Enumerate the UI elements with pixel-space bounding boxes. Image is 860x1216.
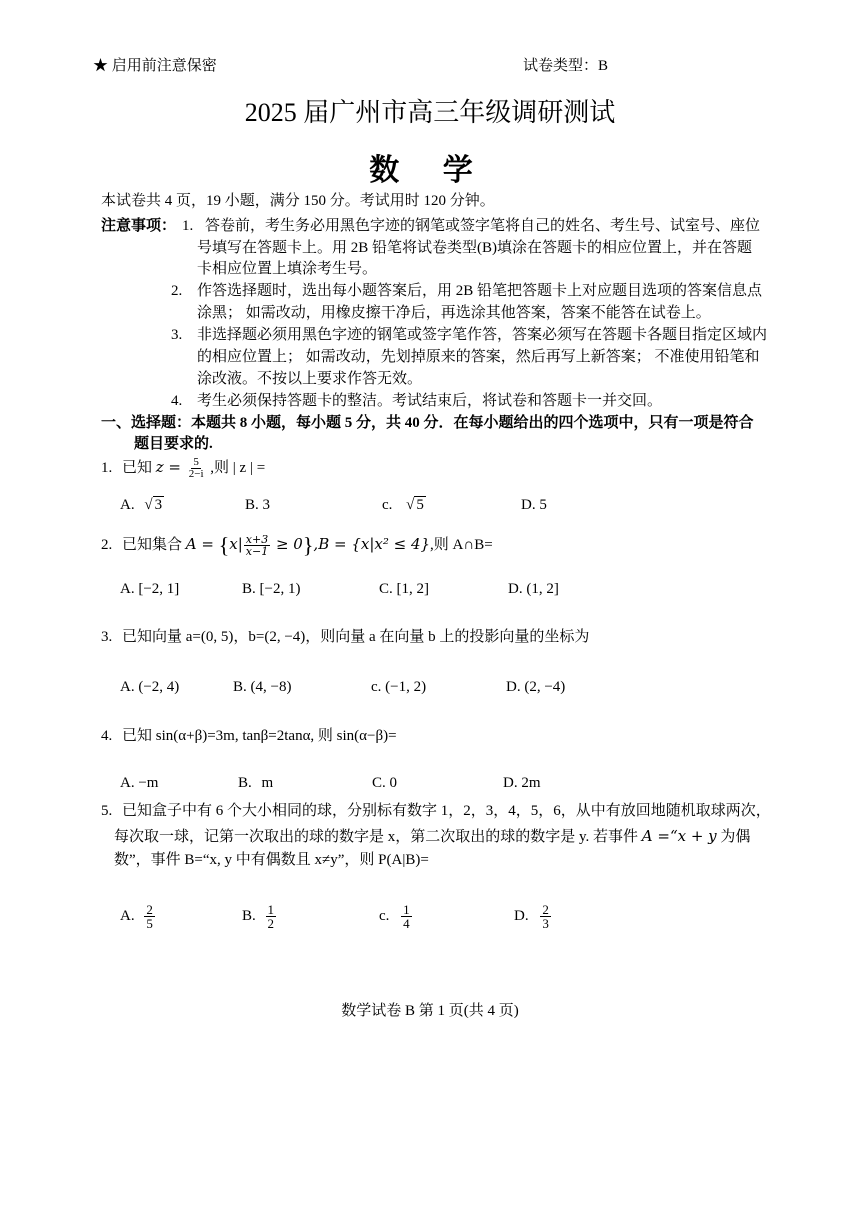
q4-option-b-letter: B. [238,775,252,791]
notice-item-2-line-2: 涂黑； 如需改动，用橡皮擦干净后，再选涂其他答案，答案不能答在试卷上。 [197,305,711,321]
q5-option-c-fraction [401,903,412,930]
question-2-post: ,则 A∩B= [430,537,493,553]
question-2-seta-pre: A = [185,535,219,553]
question-4-num: 4. [101,728,113,744]
q2-option-c-letter: C. [379,581,393,597]
intro-text: 本试卷共 4 页，19 小题，满分 150 分。考试用时 120 分钟。 [101,193,495,209]
question-3-num: 3. [101,629,113,645]
q2-option-b [242,579,300,599]
q2-option-d-letter: D. [508,581,523,597]
page-footer: 数学试卷 B 第 1 页(共 4 页) [341,1003,519,1019]
q1-option-c [382,495,426,515]
q5-option-d-letter: D. [514,907,529,924]
q5-option-b-letter: B. [242,907,256,924]
notice-item-1-line-1: 答卷前，考生务必用黑色字迹的钢笔或签字笔将自己的姓名、考生号、试室号、座位 [205,218,761,234]
q2-option-b-value: [−2, 1) [259,581,301,597]
q5-option-a [120,903,156,930]
notice-item-4-line-1: 考生必须保持答题卡的整洁。考试结束后，将试卷和答题卡一并交回。 [197,393,663,409]
q3-option-d [506,677,565,697]
sqrt-icon: √ 3 [144,497,163,513]
q3-option-a [120,677,179,697]
q3-option-b-value: (4, −8) [250,679,292,695]
question-5-text-2c: 为偶 [716,829,751,845]
q4-option-d [503,773,541,793]
q3-option-c-value: (−1, 2) [385,679,427,695]
q4-option-c-letter: C. [372,775,386,791]
question-1 [101,457,265,480]
q1-option-a [120,495,164,515]
q1-option-c-letter: c. [382,497,393,513]
q2-option-c-value: [1, 2] [396,581,430,597]
q1-option-b-letter: B. [245,497,259,513]
q5-option-a-den: 5 [146,916,153,931]
q3-option-c-letter: c. [371,679,382,695]
notice-item-3-line-1: 非选择题必须用黑色字迹的钢笔或签字笔作答，答案必须写在答题卡各题目指定区域内 [197,327,768,343]
section-1-heading: 一、选择题：本题共 8 小题，每小题 5 分，共 40 分．在每小题给出的四个选项中，只有一项是符合 [101,415,754,431]
question-2-setb: ,B = {x|x² ≤ 4} [313,535,431,553]
question-1-fraction [187,457,206,480]
q1-option-c-value: 5 [416,497,424,513]
question-1-frac-den: 2−i [188,468,204,481]
q2-option-d [508,579,559,599]
q3-option-d-letter: D. [506,679,521,695]
question-4-text: 已知 sin(α+β)=3m, tanβ=2tanα, 则 sin(α−β)= [122,728,397,744]
q4-option-a-value: −m [138,775,159,791]
q4-option-a [120,773,158,793]
q5-option-b-den: 2 [267,916,275,931]
q2-option-c [379,579,429,599]
q5-option-a-letter: A. [120,907,135,924]
notice-item-1-line-3: 卡相应位置上填涂考生号。 [197,261,378,277]
q3-option-d-value: (2, −4) [524,679,566,695]
subject-title: 数 学 [369,154,491,187]
q2-option-a [120,579,179,599]
confidential-note: ★ 启用前注意保密 [93,58,217,74]
q3-option-b-letter: B. [233,679,247,695]
question-5-line-2 [114,826,750,847]
q1-option-d [521,495,547,515]
q3-option-a-value: (−2, 4) [138,679,180,695]
q5-option-c-letter: c. [379,907,390,924]
q4-option-d-value: 2m [521,775,541,791]
q3-option-c [371,677,426,697]
question-2-frac-den: x−1 [245,545,269,559]
q2-option-d-value: (1, 2] [526,581,559,597]
question-2-seta-x: x| [229,535,243,553]
q1-option-d-value: 5 [539,497,547,513]
question-5-text-1: 已知盒子中有 6 个大小相同的球，分别标有数字 1，2，3，4，5，6，从中有放回地随机取球两次， [122,803,771,819]
question-1-num: 1. [101,460,113,476]
notice-item-3-num: 3. [171,327,183,343]
q2-option-b-letter: B. [242,581,256,597]
section-1-heading-cont: 题目要求的. [134,436,213,452]
question-1-frac-num: 5 [193,456,199,469]
q5-option-d-fraction [540,903,551,930]
q2-option-a-letter: A. [120,581,135,597]
notice-item-2-num: 2. [171,283,183,299]
question-2-pre: 已知集合 [122,537,186,553]
notice-item-1-line-2: 号填写在答题卡上。用 2B 铅笔将试卷类型(B)填涂在答题卡的相应位置上，并在答题 [197,240,753,256]
q4-option-c-value: 0 [389,775,398,791]
q5-option-d-den: 3 [542,916,549,931]
q5-option-d [514,903,552,930]
q5-option-c-num: 1 [403,902,410,917]
question-3 [101,627,589,647]
question-5-line-3: 数”，事件 B=“x, y 中有偶数且 x≠y”，则 P(A|B)= [114,852,429,868]
question-5-num: 5. [101,803,113,819]
q5-option-a-fraction [144,903,155,930]
question-5-event-a: A =“x + y [641,827,717,845]
question-5-text-2a: 每次取一球，记第一次取出的球的数字是 x，第二次取出的球的数字是 y. 若事件 [114,829,642,845]
q2-option-a-value: [−2, 1] [138,581,180,597]
question-5-line-1 [101,801,771,821]
right-brace-icon: } [302,532,314,558]
notice-item-4-num: 4. [171,393,183,409]
q5-option-d-num: 2 [542,902,549,917]
question-1-z: z = [155,458,186,476]
q5-option-b-num: 1 [267,902,275,917]
question-2-fraction [244,534,270,557]
q5-option-c [379,903,413,930]
notice-item-3-line-3: 涂改液。不按以上要求作答无效。 [197,371,423,387]
q1-option-b-value: 3 [262,497,271,513]
question-2-num: 2. [101,537,113,553]
question-2-frac-num: x+3 [245,533,269,547]
q1-option-a-value: 3 [154,497,163,513]
notice-label: 注意事项： [101,218,177,234]
q4-option-b-value: m [261,775,274,791]
q4-option-d-letter: D. [503,775,518,791]
left-brace-icon: { [218,532,230,558]
q1-option-d-letter: D. [521,497,536,513]
paper-type: 试卷类型：B [523,58,609,74]
question-2 [101,534,493,557]
notice-item-1-num: 1. [182,218,194,234]
question-4 [101,726,397,746]
question-3-text: 已知向量 a=(0, 5)，b=(2, −4)，则向量 a 在向量 b 上的投影向量的坐标为 [122,629,590,645]
exam-title: 2025 届广州市高三年级调研测试 [244,98,616,127]
q4-option-b [238,773,273,793]
q5-option-a-num: 2 [146,902,153,917]
question-1-pre: 已知 [122,460,156,476]
q4-option-c [372,773,397,793]
notice-item-2-line-1: 作答选择题时，选出每小题答案后，用 2B 铅笔把答题卡上对应题目选项的答案信息点 [197,283,763,299]
q5-option-b-fraction [266,903,277,930]
notice-item-3-line-2: 的相应位置上； 如需改动，先划掉原来的答案，然后再写上新答案； 不准使用铅笔和 [197,349,760,365]
q5-option-b [242,903,277,930]
q1-option-a-letter: A. [120,497,135,513]
q3-option-b [233,677,291,697]
q3-option-a-letter: A. [120,679,135,695]
q4-option-a-letter: A. [120,775,135,791]
q5-option-c-den: 4 [403,916,410,931]
q1-option-b [245,495,270,515]
question-1-post: ,则 | z | = [210,460,266,476]
question-2-seta-post: ≥ 0 [271,535,303,553]
sqrt-icon: √ 5 [406,497,424,513]
